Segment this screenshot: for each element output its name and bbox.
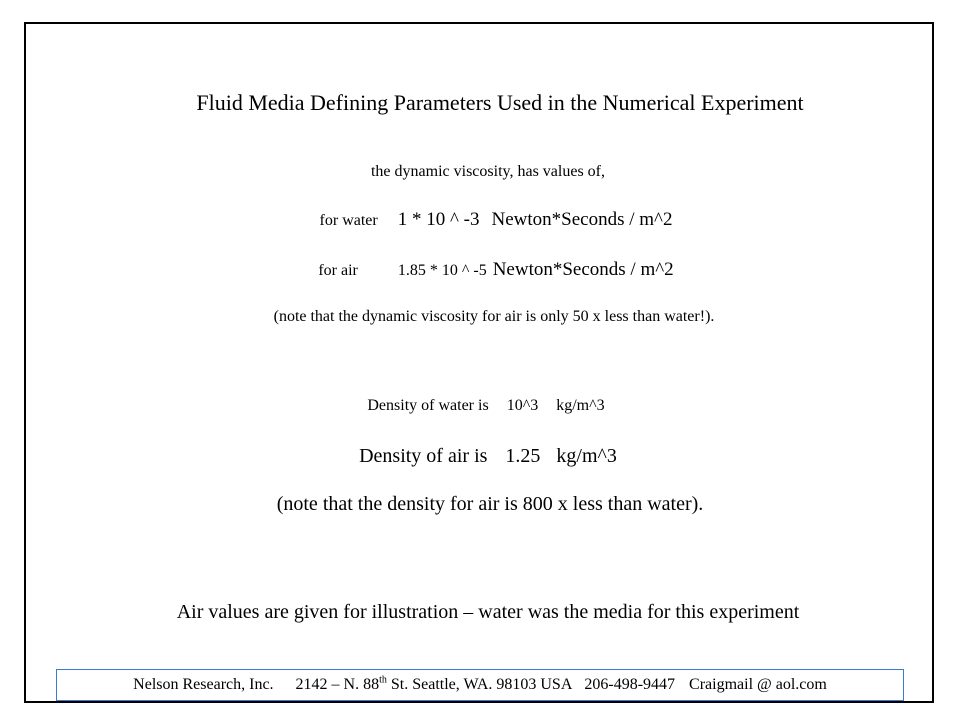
viscosity-air-row: [16, 259, 960, 281]
footer-contact-box: [56, 669, 904, 701]
viscosity-water-label: for water: [319, 212, 378, 229]
footer-email: Craigmail @ aol.com: [689, 676, 827, 693]
viscosity-air-value: 1.85 * 10 ^ -5: [397, 262, 487, 279]
density-air-label: Density of air is: [359, 445, 488, 467]
slide-title: Fluid Media Defining Parameters Used in the Numerical Experiment: [196, 90, 804, 115]
density-air-unit: kg/m^3: [556, 445, 617, 467]
viscosity-note: (note that the dynamic viscosity for air is only 50 x less than water!).: [273, 308, 715, 325]
density-water-unit: kg/m^3: [556, 397, 605, 414]
footer-address-post: St. Seattle, WA. 98103 USA: [390, 676, 573, 693]
closing-statement: Air values are given for illustration – water was the media for this experiment: [176, 601, 800, 623]
viscosity-air-label: for air: [318, 262, 358, 279]
density-water-value: 10^3: [506, 397, 539, 414]
density-air-row: [8, 445, 960, 468]
footer-address-pre: 2142 – N. 88: [295, 676, 380, 693]
density-note: (note that the density for air is 800 x less than water).: [276, 493, 704, 515]
density-water-row: [6, 397, 960, 415]
footer-company: Nelson Research, Inc.: [133, 676, 274, 693]
footer-address-sup: th: [379, 674, 387, 686]
viscosity-water-unit: Newton*Seconds / m^2: [491, 209, 673, 230]
viscosity-air-unit: Newton*Seconds / m^2: [492, 259, 674, 280]
viscosity-water-row: [16, 209, 960, 231]
viscosity-intro: the dynamic viscosity, has values of,: [370, 163, 606, 180]
viscosity-water-value: 1 * 10 ^ -3: [397, 209, 480, 230]
density-water-label: Density of water is: [367, 397, 489, 414]
density-air-value: 1.25: [505, 445, 541, 467]
footer-phone: 206-498-9447: [584, 676, 676, 693]
